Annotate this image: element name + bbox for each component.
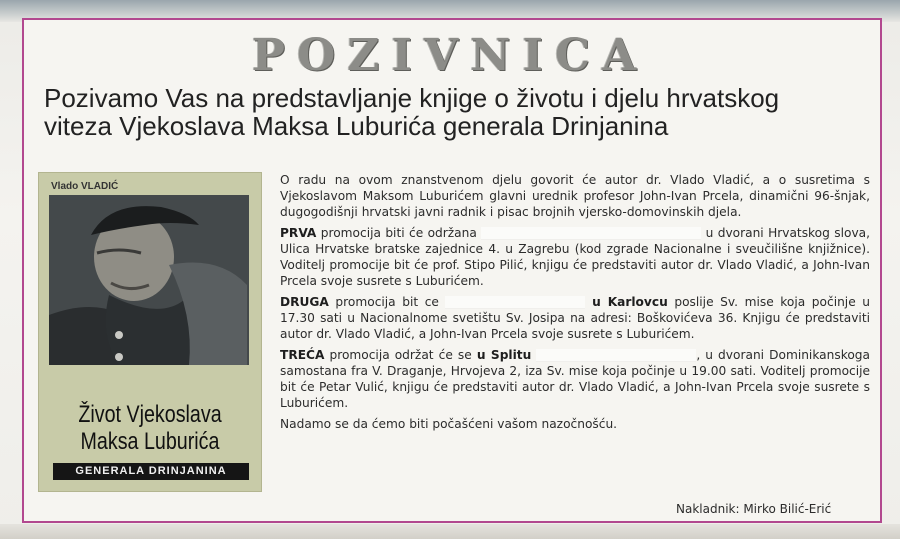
invitation-body [280,172,870,437]
redacted-date-2 [445,296,585,309]
first-label: PRVA [280,226,317,240]
invitation-headline [44,84,884,140]
headline-line-1: Pozivamo Vas na predstavljanje knjige o životu i djelu hrvatskog [44,83,780,113]
redacted-date-1 [481,227,701,240]
second-post: poslije Sv. mise koja počinje u 17.30 sati u Nacionalnome svetištu Sv. Josipa na adresi: Boškovićeva 36. Knjigu će predstaviti autor dr. Vlado Vladić, a John-Ivan Prcela svoje susrete s Luburićem. [280,295,870,341]
second-promotion-paragraph [280,294,870,342]
cover-subtitle: GENERALA DRINJANINA [53,463,249,480]
publisher-credit: Nakladnik: Mirko Bilić-Erić [676,502,832,516]
third-post: , u dvorani Dominikanskoga samostana fra V. Draganje, Hrvojeva 2, iza Sv. mise koja počinje u 19.00 sati. Voditelj promocije bit će Petar Vulić, knjigu će predstaviti autor dr. Vlado Vladić, a John-Ivan Prcela svoje susrete s Luburićem. [280,348,870,410]
page-edge-bottom [0,524,900,539]
cover-title-line-2: Maksa Luburića [80,428,220,455]
third-label: TREĆA [280,348,325,362]
first-post: u dvorani Hrvatskog slova, Ulica Hrvatske bratske zajednice 4. u Zagrebu (kod zgrade Nacionalne i sveučilišne knjižnice). Voditelj promocije bit će prof. Stipo Pilić, knjigu će predstaviti autor dr. Vlado Vladić, a John-Ivan Prcela svoje susrete s Luburićem. [280,226,871,288]
redacted-date-3 [536,349,696,362]
cover-author: Vlado VLADIĆ [51,181,119,192]
third-promotion-paragraph [280,347,870,411]
second-city: u Karlovcu [592,295,668,309]
intro-paragraph: O radu na ovom znanstvenom djelu govorit će autor dr. Vlado Vladić, a o susretima s Vjekoslavom Maksom Luburićem glavni urednik profesor John-Ivan Prcela, dinamični 96-šnjak, dugogodišnji hrvatski javni radnik i pisac brojnih vjersko-domovinskih djela. [280,173,870,219]
book-cover [38,172,262,492]
second-pre: promocija bit ce [328,295,446,309]
cover-title [62,401,237,455]
first-pre: promocija biti će održana [316,226,482,240]
portrait-illustration [49,195,249,365]
closing-line: Nadamo se da ćemo biti počašćeni vašom nazočnošću. [280,417,618,431]
invitation-title: POZIVNICA [251,30,649,81]
third-city: u Splitu [476,348,532,362]
first-promotion-paragraph [280,225,870,289]
headline-line-2: viteza Vjekoslava Maksa Luburića generala Drinjanina [44,111,669,141]
second-label: DRUGA [280,295,329,309]
third-pre: promocija održat će se [324,348,477,362]
cover-portrait-photo [49,195,249,365]
cover-title-line-1: Život Vjekoslava [78,401,222,428]
